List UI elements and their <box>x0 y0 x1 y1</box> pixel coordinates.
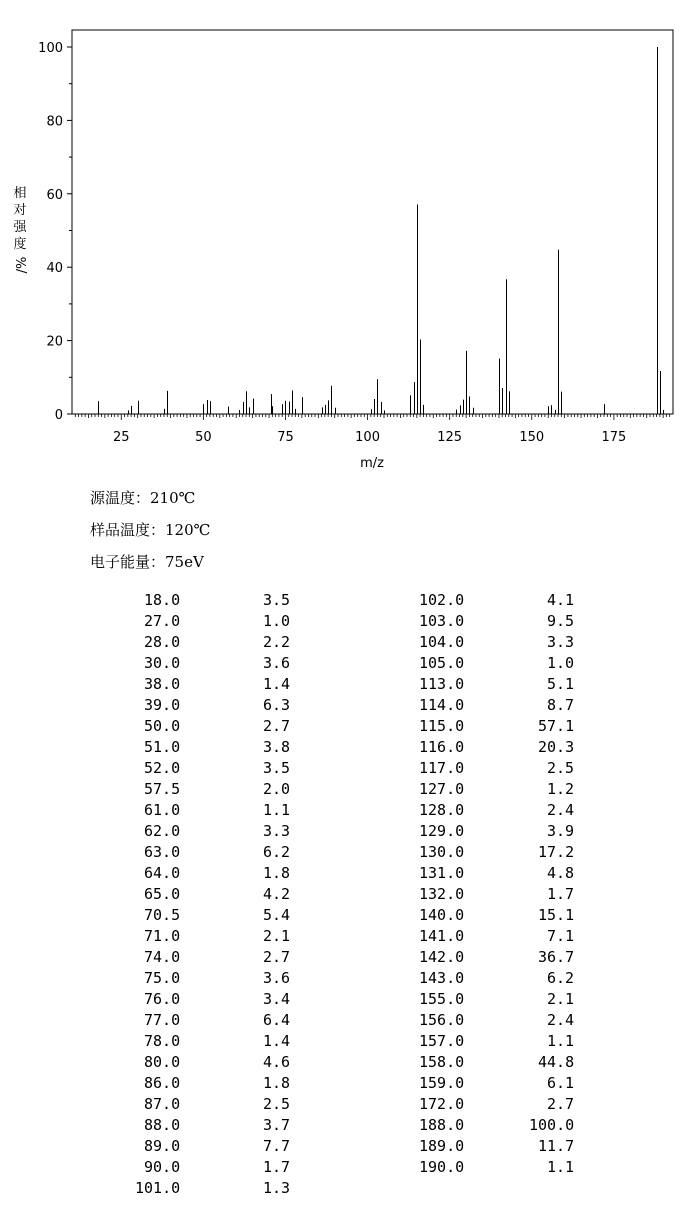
intensity-value: 1.1 <box>547 1032 575 1050</box>
mz-value: 38.0 <box>144 675 181 693</box>
table-row <box>0 989 600 1010</box>
intensity-value: 9.5 <box>547 612 575 630</box>
mz-value: 117.0 <box>419 759 465 777</box>
intensity-value: 2.1 <box>263 927 291 945</box>
intensity-value: 20.3 <box>538 738 575 756</box>
mz-value: 86.0 <box>144 1074 181 1092</box>
table-row <box>0 1136 600 1157</box>
mz-value: 74.0 <box>144 948 181 966</box>
intensity-value: 3.6 <box>263 654 291 672</box>
intensity-value: 1.4 <box>263 675 291 693</box>
intensity-value: 36.7 <box>538 948 575 966</box>
intensity-value: 6.4 <box>263 1011 291 1029</box>
y-tick-label: 80 <box>46 114 63 130</box>
intensity-value: 6.2 <box>263 843 291 861</box>
y-tick-label: 40 <box>46 261 63 277</box>
mz-value: 90.0 <box>144 1158 181 1176</box>
mz-value: 116.0 <box>419 738 465 756</box>
mass-spectrum-chart <box>0 0 696 480</box>
intensity-value: 1.0 <box>263 612 291 630</box>
table-row <box>0 716 600 737</box>
intensity-value: 2.2 <box>263 633 291 651</box>
intensity-value: 5.4 <box>263 906 291 924</box>
intensity-value: 15.1 <box>538 906 575 924</box>
table-row <box>0 653 600 674</box>
table-row <box>0 695 600 716</box>
intensity-value: 6.3 <box>263 696 291 714</box>
table-row <box>0 905 600 926</box>
x-tick-label: 25 <box>112 430 130 445</box>
mz-value: 71.0 <box>144 927 181 945</box>
mz-value: 57.5 <box>144 780 181 798</box>
table-row <box>0 1094 600 1115</box>
mz-value: 140.0 <box>419 906 465 924</box>
mz-value: 114.0 <box>419 696 465 714</box>
intensity-value: 3.3 <box>547 633 575 651</box>
intensity-value: 3.4 <box>263 990 291 1008</box>
intensity-value: 3.3 <box>263 822 291 840</box>
intensity-value: 5.1 <box>547 675 575 693</box>
intensity-value: 17.2 <box>538 843 575 861</box>
mz-value: 113.0 <box>419 675 465 693</box>
peak-table-right <box>0 590 600 1178</box>
intensity-value: 1.1 <box>547 1158 575 1176</box>
table-row <box>0 1073 600 1094</box>
mz-value: 18.0 <box>144 591 181 609</box>
y-axis <box>38 41 72 423</box>
mz-value: 70.5 <box>144 906 181 924</box>
table-row <box>0 842 600 863</box>
mz-value: 77.0 <box>144 1011 181 1029</box>
intensity-value: 7.7 <box>263 1137 291 1155</box>
mz-value: 63.0 <box>144 843 181 861</box>
y-tick-label: 100 <box>38 41 63 56</box>
x-axis-label: m/z <box>360 456 384 471</box>
mz-value: 189.0 <box>419 1137 465 1155</box>
intensity-value: 4.2 <box>263 885 291 903</box>
intensity-value: 4.6 <box>263 1053 291 1071</box>
mz-value: 65.0 <box>144 885 181 903</box>
x-tick-label: 150 <box>519 430 545 445</box>
table-row <box>0 947 600 968</box>
x-tick-label: 175 <box>601 430 627 445</box>
y-tick-label: 0 <box>54 408 63 423</box>
intensity-value: 2.7 <box>547 1095 575 1113</box>
intensity-value: 57.1 <box>538 717 575 735</box>
mz-value: 104.0 <box>419 633 465 651</box>
intensity-value: 1.1 <box>263 801 291 819</box>
table-row <box>0 737 600 758</box>
mz-value: 88.0 <box>144 1116 181 1134</box>
mz-value: 51.0 <box>144 738 181 756</box>
intensity-value: 2.7 <box>263 948 291 966</box>
intensity-value: 3.7 <box>263 1116 291 1134</box>
mz-value: 157.0 <box>419 1032 465 1050</box>
table-row <box>0 1178 300 1199</box>
mz-value: 129.0 <box>419 822 465 840</box>
mz-value: 78.0 <box>144 1032 181 1050</box>
table-row <box>0 1010 600 1031</box>
table-row <box>0 821 600 842</box>
intensity-value: 2.1 <box>547 990 575 1008</box>
mz-value: 156.0 <box>419 1011 465 1029</box>
mz-value: 128.0 <box>419 801 465 819</box>
intensity-value: 1.8 <box>263 1074 291 1092</box>
table-row <box>0 884 600 905</box>
y-tick-label: 60 <box>46 187 63 203</box>
mz-value: 87.0 <box>144 1095 181 1113</box>
mz-value: 158.0 <box>419 1053 465 1071</box>
mz-value: 103.0 <box>419 612 465 630</box>
mz-value: 105.0 <box>419 654 465 672</box>
table-row <box>0 1052 600 1073</box>
intensity-value: 1.2 <box>547 780 575 798</box>
mz-value: 101.0 <box>135 1179 181 1197</box>
table-row <box>0 1031 600 1052</box>
intensity-value: 1.0 <box>547 654 575 672</box>
mz-value: 188.0 <box>419 1116 465 1134</box>
intensity-value: 2.0 <box>263 780 291 798</box>
intensity-value: 4.1 <box>547 591 575 609</box>
intensity-value: 1.7 <box>547 885 575 903</box>
x-tick-label: 125 <box>437 430 463 445</box>
y-label-char: 度 <box>13 237 27 252</box>
intensity-value: 6.1 <box>547 1074 575 1092</box>
x-tick-label: 100 <box>355 430 380 445</box>
intensity-value: 7.1 <box>547 927 575 945</box>
table-row <box>0 863 600 884</box>
intensity-value: 2.5 <box>263 1095 291 1113</box>
mz-value: 62.0 <box>144 822 181 840</box>
table-row <box>0 632 600 653</box>
intensity-value: 44.8 <box>538 1053 575 1071</box>
mz-value: 102.0 <box>419 591 465 609</box>
plot-frame <box>72 30 673 414</box>
electron-energy: 电子能量：75eV <box>90 553 204 571</box>
intensity-value: 2.4 <box>547 1011 575 1029</box>
mz-value: 130.0 <box>419 843 465 861</box>
mz-value: 155.0 <box>419 990 465 1008</box>
sample-temperature: 样品温度：120℃ <box>90 521 211 539</box>
mz-value: 131.0 <box>419 864 465 882</box>
intensity-value: 3.6 <box>263 969 291 987</box>
intensity-value: 8.7 <box>547 696 575 714</box>
source-temperature: 源温度：210℃ <box>90 489 196 507</box>
peak-bars <box>99 47 664 414</box>
mz-value: 190.0 <box>419 1158 465 1176</box>
y-label-char: 相 <box>13 186 27 201</box>
intensity-value: 3.9 <box>547 822 575 840</box>
intensity-value: 2.4 <box>547 801 575 819</box>
intensity-value: 4.8 <box>547 864 575 882</box>
intensity-value: 2.5 <box>547 759 575 777</box>
mz-value: 52.0 <box>144 759 181 777</box>
y-label-unit: /% <box>15 256 30 274</box>
table-row <box>0 926 600 947</box>
mz-value: 64.0 <box>144 864 181 882</box>
table-row <box>0 779 600 800</box>
intensity-value: 1.3 <box>263 1179 291 1197</box>
y-axis-label <box>13 185 30 273</box>
mz-value: 89.0 <box>144 1137 181 1155</box>
table-row <box>0 674 600 695</box>
mz-value: 80.0 <box>144 1053 181 1071</box>
y-label-char: 对 <box>13 203 27 218</box>
intensity-value: 6.2 <box>547 969 575 987</box>
table-row <box>0 611 600 632</box>
mz-value: 30.0 <box>144 654 181 672</box>
intensity-value: 3.5 <box>263 759 291 777</box>
y-tick-label: 20 <box>46 334 63 350</box>
y-label-char: 强 <box>13 220 27 235</box>
table-row <box>0 758 600 779</box>
mz-value: 127.0 <box>419 780 465 798</box>
intensity-value: 100.0 <box>529 1116 575 1134</box>
mz-value: 28.0 <box>144 633 181 651</box>
mz-value: 143.0 <box>419 969 465 987</box>
mz-value: 141.0 <box>419 927 465 945</box>
intensity-value: 11.7 <box>538 1137 575 1155</box>
mz-value: 132.0 <box>419 885 465 903</box>
mz-value: 61.0 <box>144 801 181 819</box>
table-row <box>0 590 600 611</box>
mz-value: 115.0 <box>419 717 465 735</box>
table-row <box>0 968 600 989</box>
mz-value: 142.0 <box>419 948 465 966</box>
mz-value: 159.0 <box>419 1074 465 1092</box>
x-tick-label: 50 <box>195 430 212 445</box>
mz-value: 172.0 <box>419 1095 465 1113</box>
mz-value: 39.0 <box>144 696 181 714</box>
mz-value: 27.0 <box>144 612 181 630</box>
x-tick-label: 75 <box>277 430 294 445</box>
table-row <box>0 800 600 821</box>
intensity-value: 3.5 <box>263 591 291 609</box>
mz-value: 50.0 <box>144 717 181 735</box>
mz-value: 76.0 <box>144 990 181 1008</box>
mz-value: 75.0 <box>144 969 181 987</box>
table-row <box>0 1157 600 1178</box>
intensity-value: 2.7 <box>263 717 291 735</box>
intensity-value: 1.7 <box>263 1158 291 1176</box>
x-axis <box>75 414 669 445</box>
table-row <box>0 1115 600 1136</box>
intensity-value: 3.8 <box>263 738 291 756</box>
intensity-value: 1.4 <box>263 1032 291 1050</box>
intensity-value: 1.8 <box>263 864 291 882</box>
